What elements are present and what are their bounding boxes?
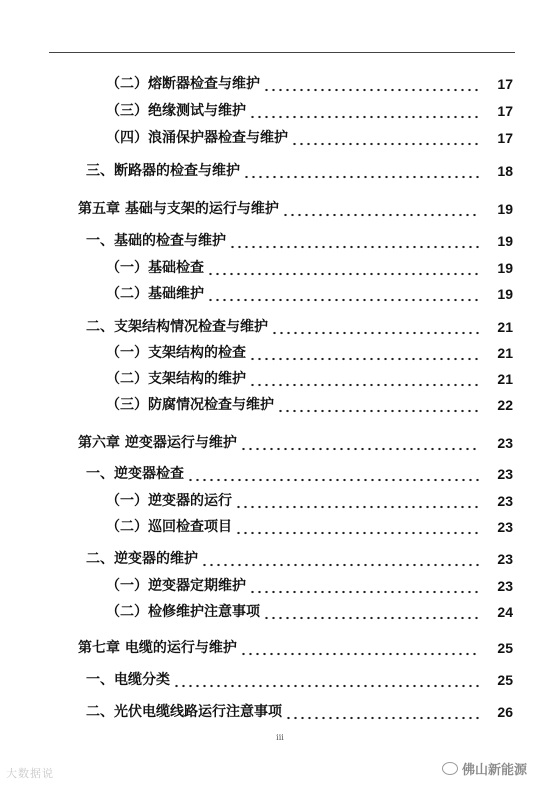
toc-entry-page: 24 <box>497 604 513 620</box>
toc-entry[interactable] <box>0 123 560 147</box>
toc-entry[interactable] <box>0 338 560 362</box>
page-number: iii <box>276 733 284 742</box>
toc-entry-page: 23 <box>497 493 513 509</box>
toc-leader-dots <box>249 369 479 387</box>
toc-entry-title: 二、支架结构情况检查与维护 <box>86 319 268 335</box>
toc-leader-dots <box>173 670 479 688</box>
toc-entry-title: （四）浪涌保护器检查与维护 <box>106 130 288 146</box>
toc-entry[interactable] <box>0 697 560 721</box>
toc-leader-dots <box>207 258 479 276</box>
toc-entry[interactable] <box>0 486 560 510</box>
toc-entry-title: 第六章 逆变器运行与维护 <box>78 435 237 451</box>
toc-entry-page: 17 <box>497 76 513 92</box>
toc-entry-title: （一）基础检查 <box>106 260 204 276</box>
toc-leader-dots <box>263 74 479 92</box>
toc-entry-title: 一、电缆分类 <box>86 672 170 688</box>
toc-entry-title: 三、断路器的检查与维护 <box>86 163 240 179</box>
toc-entry-page: 19 <box>497 286 513 302</box>
toc-entry[interactable] <box>0 279 560 303</box>
toc-entry-title: （二）检修维护注意事项 <box>106 604 260 620</box>
toc-entry[interactable] <box>0 428 560 452</box>
toc-entry[interactable] <box>0 312 560 336</box>
header-rule <box>49 52 515 53</box>
watermark-right <box>442 759 527 778</box>
toc-leader-dots <box>235 491 479 509</box>
toc-leader-dots <box>243 161 479 179</box>
toc-entry-title: （二）巡回检查项目 <box>106 519 232 535</box>
toc-entry[interactable] <box>0 69 560 93</box>
toc-entry-title: （一）逆变器的运行 <box>106 493 232 509</box>
toc-entry[interactable] <box>0 633 560 657</box>
toc-entry-page: 23 <box>497 519 513 535</box>
toc-leader-dots <box>249 343 479 361</box>
toc-entry-title: （二）基础维护 <box>106 286 204 302</box>
toc-entry[interactable] <box>0 597 560 621</box>
toc-entry-page: 17 <box>497 130 513 146</box>
toc-leader-dots <box>229 231 479 249</box>
toc-entry-title: 二、光伏电缆线路运行注意事项 <box>86 704 282 720</box>
toc-entry[interactable] <box>0 253 560 277</box>
toc-entry-page: 25 <box>497 640 513 656</box>
toc-entry-page: 18 <box>497 163 513 179</box>
toc-entry-title: （三）绝缘测试与维护 <box>106 103 246 119</box>
toc-leader-dots <box>249 101 479 119</box>
toc-entry-page: 17 <box>497 103 513 119</box>
toc-entry-title: （二）支架结构的维护 <box>106 371 246 387</box>
toc-entry-page: 21 <box>497 371 513 387</box>
toc-leader-dots <box>285 702 479 720</box>
toc-entry[interactable] <box>0 459 560 483</box>
toc-leader-dots <box>249 576 479 594</box>
toc-entry[interactable] <box>0 571 560 595</box>
toc-entry[interactable] <box>0 96 560 120</box>
toc-leader-dots <box>271 317 479 335</box>
toc-entry-page: 25 <box>497 672 513 688</box>
toc-entry-page: 26 <box>497 704 513 720</box>
toc-leader-dots <box>291 128 479 146</box>
watermark-left: 大数据说 <box>6 767 54 780</box>
toc-entry-title: （二）熔断器检查与维护 <box>106 76 260 92</box>
toc-entry-page: 19 <box>497 233 513 249</box>
toc-leader-dots <box>235 517 479 535</box>
toc-entry-page: 21 <box>497 319 513 335</box>
toc-entry[interactable] <box>0 226 560 250</box>
toc-entry-page: 23 <box>497 466 513 482</box>
toc-entry[interactable] <box>0 390 560 414</box>
watermark-right-label: 佛山新能源 <box>462 763 528 778</box>
toc-entry-page: 22 <box>497 397 513 413</box>
toc-entry-page: 23 <box>497 435 513 451</box>
toc-entry-title: 一、基础的检查与维护 <box>86 233 226 249</box>
toc-leader-dots <box>282 199 479 217</box>
toc-entry[interactable] <box>0 665 560 689</box>
toc-entry-page: 23 <box>497 578 513 594</box>
toc-leader-dots <box>187 464 479 482</box>
toc-entry[interactable] <box>0 194 560 218</box>
toc-entry-title: 一、逆变器检查 <box>86 466 184 482</box>
toc-leader-dots <box>240 638 479 656</box>
toc-entry-title: （三）防腐情况检查与维护 <box>106 397 274 413</box>
toc-entry-title: 第五章 基础与支架的运行与维护 <box>78 201 279 217</box>
toc-entry-page: 19 <box>497 260 513 276</box>
toc-entry-title: 第七章 电缆的运行与维护 <box>78 640 237 656</box>
toc-leader-dots <box>263 602 479 620</box>
toc-entry[interactable] <box>0 156 560 180</box>
toc-leader-dots <box>201 549 479 567</box>
toc-entry-title: （一）逆变器定期维护 <box>106 578 246 594</box>
toc-entry[interactable] <box>0 364 560 388</box>
toc-leader-dots <box>207 284 479 302</box>
toc-entry[interactable] <box>0 512 560 536</box>
toc-entry-title: （一）支架结构的检查 <box>106 345 246 361</box>
toc-entry-title: 二、逆变器的维护 <box>86 551 198 567</box>
toc-entry-page: 23 <box>497 551 513 567</box>
toc-leader-dots <box>240 433 479 451</box>
toc-entry[interactable] <box>0 544 560 568</box>
toc-entry-page: 21 <box>497 345 513 361</box>
toc-leader-dots <box>277 395 479 413</box>
toc-entry-page: 19 <box>497 201 513 217</box>
wechat-icon <box>442 762 458 775</box>
